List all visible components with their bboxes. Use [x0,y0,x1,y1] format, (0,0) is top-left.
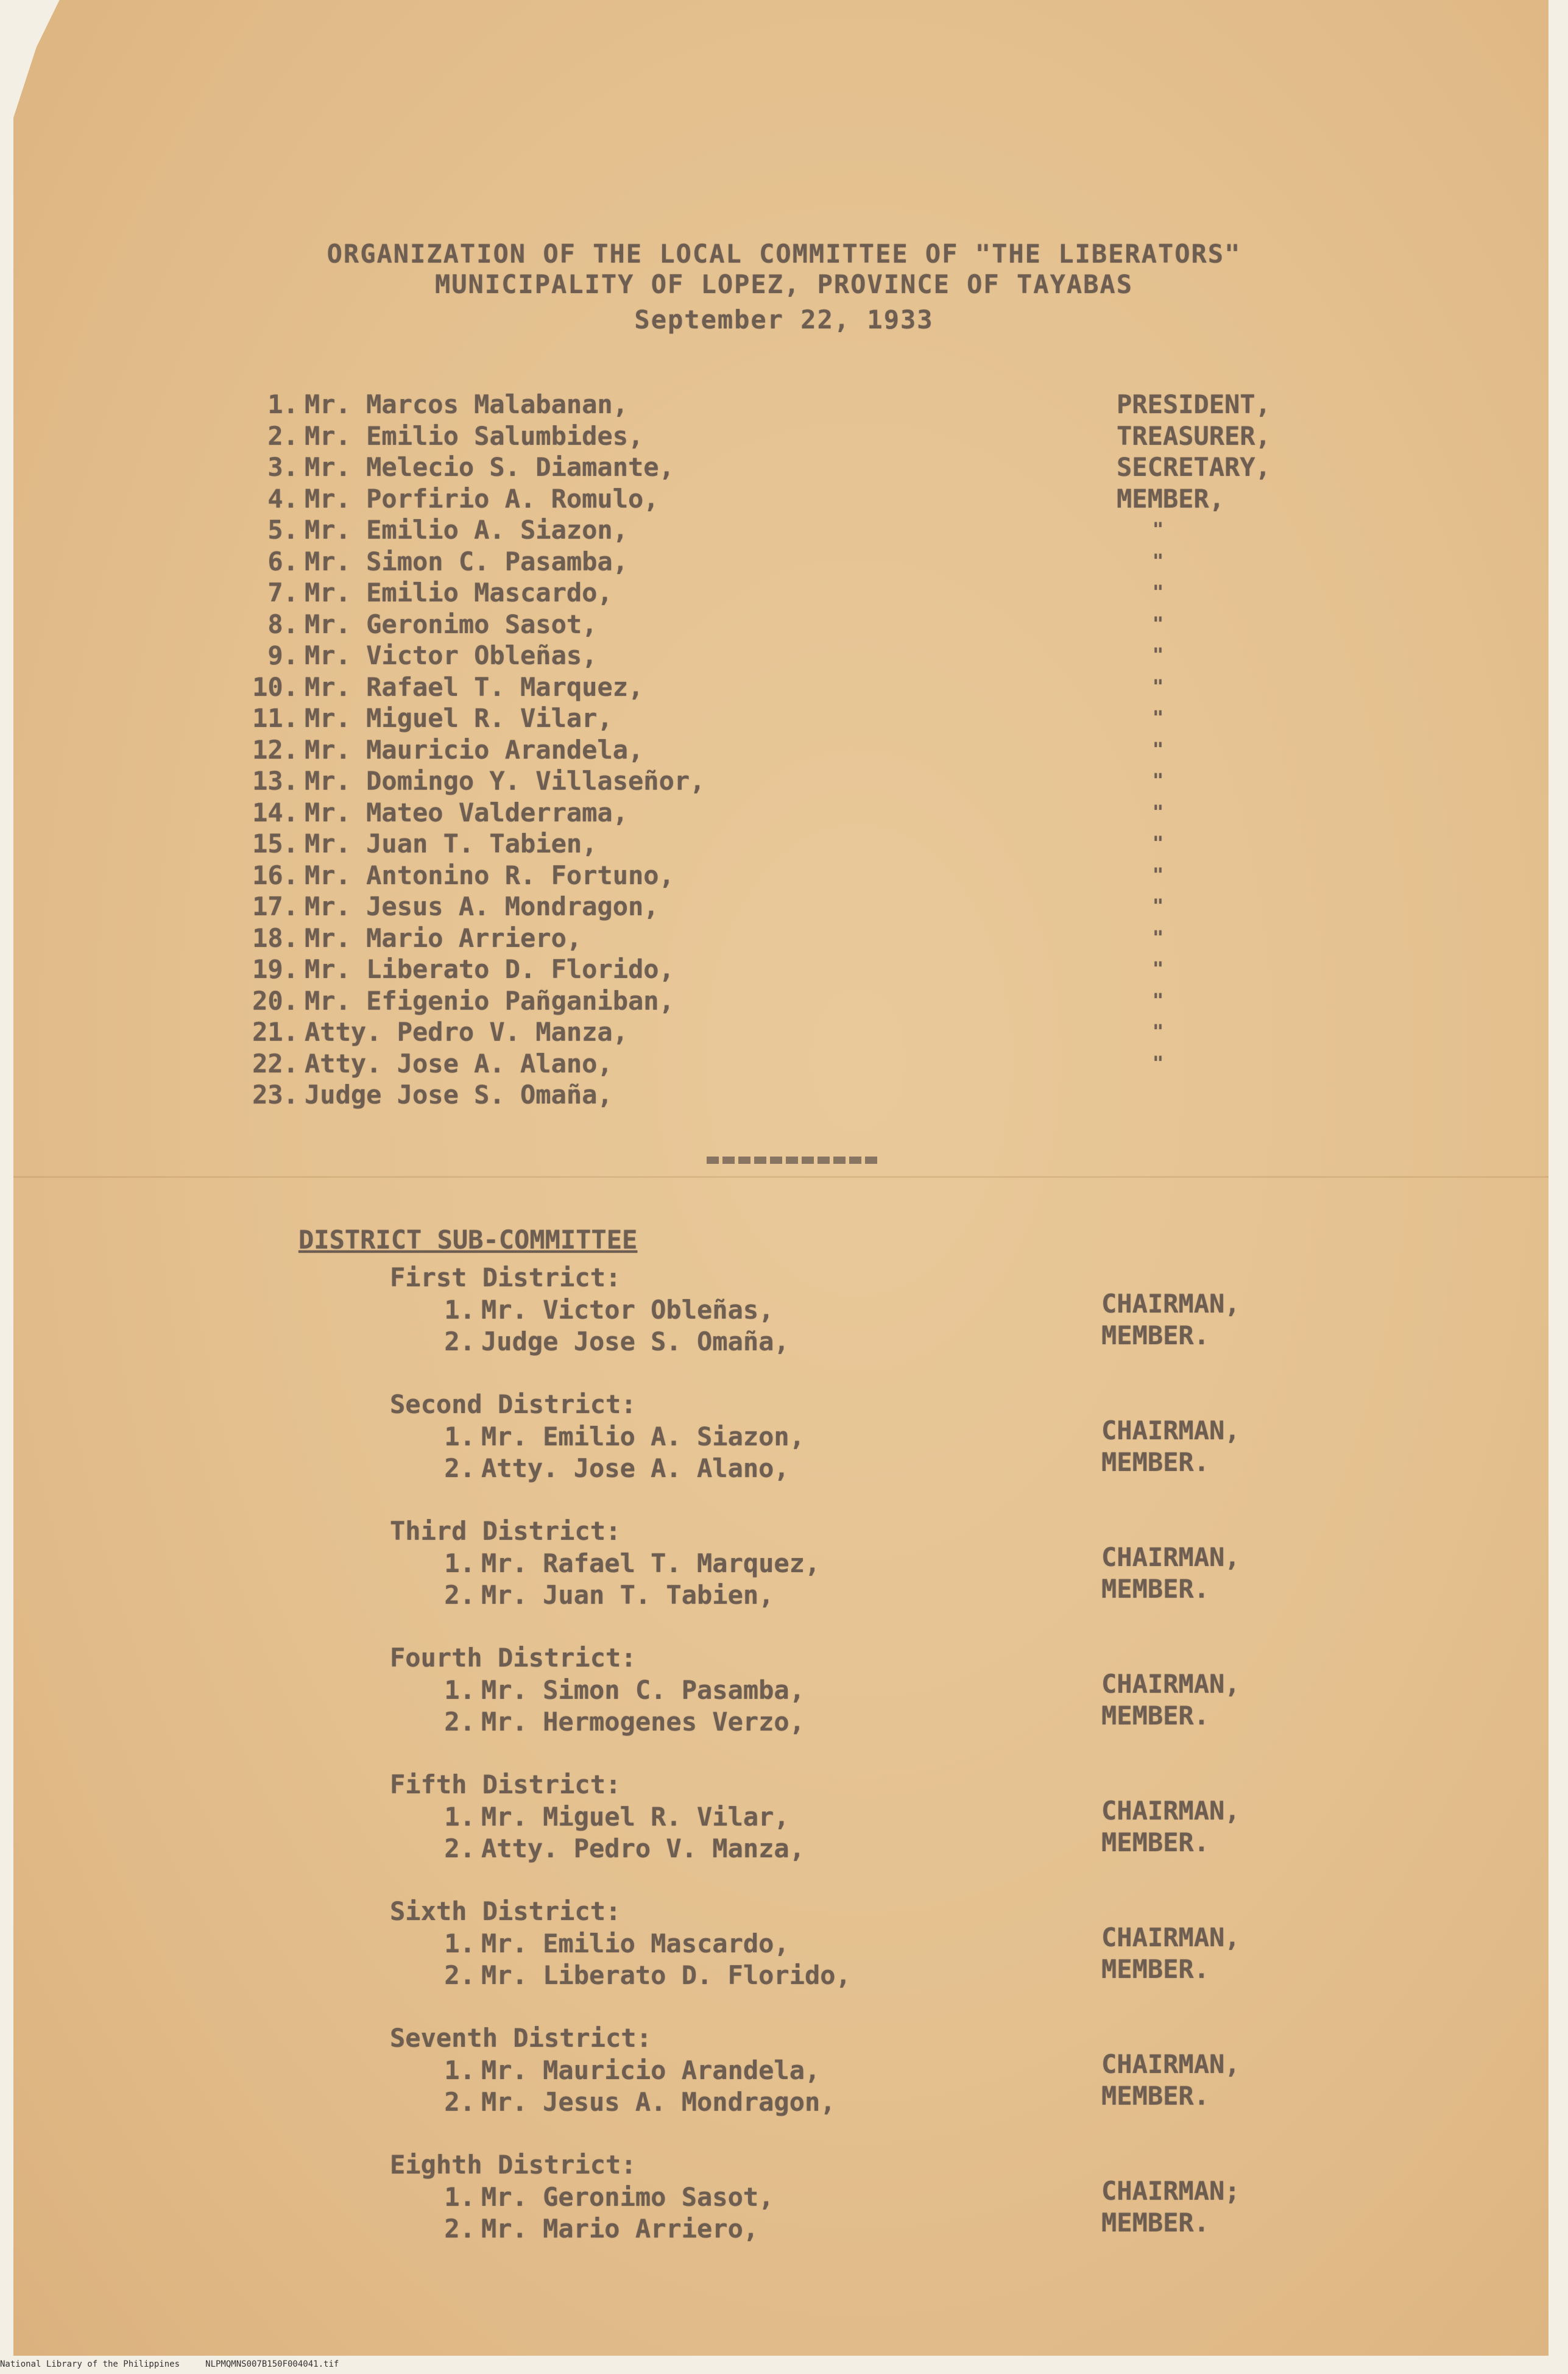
district-entry-role: CHAIRMAN, [1101,1669,1240,1699]
district-entry-name: Mr. Liberato D. Florido, [481,1960,851,1990]
district-entry [426,1701,1340,1738]
district-entry-name: Mr. Mauricio Arandela, [481,2055,821,2085]
member-name: Mr. Jesus A. Mondragon, [305,891,659,921]
member-number: 16. [252,860,298,890]
district-entry [426,1574,1340,1611]
district-entry [426,1954,1340,1991]
district-entry-role: CHAIRMAN, [1101,1289,1240,1319]
district-title: Fifth District: [390,1770,621,1799]
member-number: 22. [252,1049,298,1079]
district-entry [426,1447,1340,1484]
district-entry-number: 1. [444,1929,475,1958]
paper-sheet [13,0,1549,2356]
member-number: 8. [267,609,298,639]
district-entry-name: Mr. Emilio A. Siazon, [481,1422,805,1451]
district-entry [426,2208,1340,2245]
member-role-ditto: " [1153,770,1164,792]
member-role-ditto: " [1153,614,1164,635]
member-name: Atty. Jose A. Alano, [305,1049,613,1079]
member-number: 6. [267,547,298,576]
district-entry-role: CHAIRMAN, [1101,2049,1240,2079]
district-title: Eighth District: [390,2150,637,2180]
member-number: 10. [252,672,298,702]
member-role-ditto: " [1153,676,1164,698]
member-number: 17. [252,891,298,921]
district-title: Second District: [390,1389,637,1419]
member-role-ditto: " [1153,896,1164,917]
member-name: Mr. Juan T. Tabien, [305,829,598,859]
member-name: Mr. Melecio S. Diamante, [305,452,674,482]
district-entry-role: MEMBER. [1101,2208,1210,2238]
district-entry-role: MEMBER. [1101,2081,1210,2111]
member-name: Mr. Liberato D. Florido, [305,954,674,984]
member-number: 13. [252,766,298,796]
district-entry-number: 2. [444,1453,475,1483]
member-row [244,577,1340,609]
district-entry-role: MEMBER. [1101,1447,1210,1477]
member-row [244,1016,1340,1048]
district-entry-role: MEMBER. [1101,1320,1210,1350]
paper-fold [13,1176,1549,1178]
member-number: 4. [267,484,298,514]
member-number: 3. [267,452,298,482]
member-row [244,891,1340,923]
district-entry-name: Mr. Victor Obleñas, [481,1295,774,1325]
district-entry-role: CHAIRMAN, [1101,1796,1240,1826]
district-entry-number: 1. [444,1422,475,1451]
district-title: Third District: [390,1516,621,1546]
district-entry-name: Mr. Hermogenes Verzo, [481,1707,805,1737]
member-role-ditto: " [1153,1053,1164,1074]
member-role-ditto: " [1153,645,1164,666]
member-role-ditto: " [1153,927,1164,949]
district-title: Sixth District: [390,1896,621,1926]
member-row [244,734,1340,766]
member-name: Mr. Victor Obleñas, [305,640,598,670]
member-role-ditto: " [1153,582,1164,603]
district-entry-number: 1. [444,1802,475,1832]
district-entry-name: Mr. Simon C. Pasamba, [481,1675,805,1705]
district-entry-number: 1. [444,1548,475,1578]
document-title-line-1: ORGANIZATION OF THE LOCAL COMMITTEE OF "THE LIBERATORS" [327,239,1241,269]
district-entry-name: Mr. Rafael T. Marquez, [481,1548,821,1578]
district-entry-number: 2. [444,1580,475,1610]
member-role-ditto: " [1153,1021,1164,1043]
section-divider [707,1157,877,1164]
member-number: 11. [252,703,298,733]
member-name: Mr. Rafael T. Marquez, [305,672,644,702]
member-number: 23. [252,1080,298,1110]
district-entry-name: Mr. Emilio Mascardo, [481,1929,789,1958]
member-role: PRESIDENT, [1117,389,1271,419]
member-row [244,954,1340,985]
member-role-ditto: " [1153,739,1164,760]
member-number: 9. [267,640,298,670]
district-entry-name: Mr. Jesus A. Mondragon, [481,2087,836,2117]
district-entry-role: MEMBER. [1101,1827,1210,1857]
member-name: Mr. Miguel R. Vilar, [305,703,613,733]
district-entry-number: 1. [444,1675,475,1705]
member-name: Mr. Antonino R. Fortuno, [305,860,674,890]
member-number: 7. [267,578,298,608]
member-name: Mr. Mateo Valderrama, [305,798,629,827]
member-number: 1. [267,389,298,419]
district-title: Fourth District: [390,1643,637,1673]
member-row [244,985,1340,1017]
member-number: 19. [252,954,298,984]
member-number: 12. [252,735,298,765]
member-name: Mr. Emilio Salumbides, [305,421,644,451]
archive-footer: National Library of the Philippines NLPMQMNS007B150F004041.tif [0,2359,339,2369]
district-entry-name: Mr. Mario Arriero, [481,2214,759,2244]
member-name: Mr. Emilio A. Siazon, [305,515,629,545]
member-row [244,609,1340,640]
member-role-ditto: " [1153,802,1164,823]
district-entry-role: MEMBER. [1101,1701,1210,1731]
member-role-ditto: " [1153,865,1164,886]
district-entry-number: 2. [444,1327,475,1356]
member-number: 5. [267,515,298,545]
district-entry-number: 1. [444,1295,475,1325]
district-entry-number: 2. [444,1960,475,1990]
member-row [244,1048,1340,1080]
member-number: 21. [252,1017,298,1047]
district-entry-role: MEMBER. [1101,1574,1210,1604]
district-entry-number: 2. [444,1834,475,1863]
member-number: 15. [252,829,298,859]
member-role-ditto: " [1153,990,1164,1012]
district-entry-name: Mr. Geronimo Sasot, [481,2182,774,2212]
district-title: Seventh District: [390,2023,652,2053]
member-role: TREASURER, [1117,421,1271,451]
member-row [244,765,1340,797]
district-entry-name: Mr. Miguel R. Vilar, [481,1802,789,1832]
member-role-ditto: " [1153,707,1164,729]
member-name: Mr. Marcos Malabanan, [305,389,629,419]
district-entry-name: Atty. Pedro V. Manza, [481,1834,805,1863]
district-entry-number: 2. [444,2214,475,2244]
member-row [244,860,1340,891]
district-entry-role: CHAIRMAN, [1101,1416,1240,1445]
document-date: September 22, 1933 [634,305,934,335]
district-entry-number: 2. [444,1707,475,1737]
member-row [244,671,1340,703]
member-name: Mr. Geronimo Sasot, [305,609,598,639]
member-row [244,923,1340,954]
member-row [244,546,1340,578]
district-entry-name: Atty. Jose A. Alano, [481,1453,789,1483]
district-entry-name: Judge Jose S. Omaña, [481,1327,789,1356]
member-name: Judge Jose S. Omaña, [305,1080,613,1110]
district-entry-number: 2. [444,2087,475,2117]
member-role-ditto: " [1153,551,1164,572]
member-row [244,514,1340,546]
member-name: Mr. Porfirio A. Romulo, [305,484,659,514]
member-name: Mr. Simon C. Pasamba, [305,547,629,576]
member-name: Mr. Emilio Mascardo, [305,578,613,608]
district-entry-role: MEMBER. [1101,1954,1210,1984]
district-entry-number: 1. [444,2055,475,2085]
district-entry-role: CHAIRMAN; [1101,2176,1240,2206]
member-number: 20. [252,986,298,1016]
member-role: SECRETARY, [1117,452,1271,482]
member-number: 14. [252,798,298,827]
district-entry-name: Mr. Juan T. Tabien, [481,1580,774,1610]
district-entry [426,2081,1340,2118]
member-name: Mr. Mauricio Arandela, [305,735,644,765]
member-name: Mr. Domingo Y. Villaseñor, [305,766,705,796]
member-name: Mr. Mario Arriero, [305,923,582,953]
district-entry-role: CHAIRMAN, [1101,1922,1240,1952]
member-role-ditto: " [1153,833,1164,854]
member-name: Mr. Efigenio Pañganiban, [305,986,674,1016]
member-row [244,797,1340,829]
member-row [244,483,1340,515]
member-row [244,1079,1340,1111]
member-role-ditto: " [1153,958,1164,980]
district-entry-number: 1. [444,2182,475,2212]
district-entry-role: CHAIRMAN, [1101,1542,1240,1572]
member-role-ditto: " [1153,519,1164,540]
district-entry [426,1320,1340,1358]
document-title-line-2: MUNICIPALITY OF LOPEZ, PROVINCE OF TAYABAS [434,269,1134,299]
sub-committee-heading: DISTRICT SUB-COMMITTEE [298,1225,638,1255]
member-number: 18. [252,923,298,953]
member-row [244,640,1340,671]
member-role: MEMBER, [1117,484,1225,514]
district-title: First District: [390,1263,621,1292]
member-row [244,452,1340,483]
member-name: Atty. Pedro V. Manza, [305,1017,629,1047]
district-entry [426,1827,1340,1865]
member-row [244,389,1340,420]
member-row [244,420,1340,452]
member-row [244,703,1340,734]
member-row [244,828,1340,860]
member-number: 2. [267,421,298,451]
